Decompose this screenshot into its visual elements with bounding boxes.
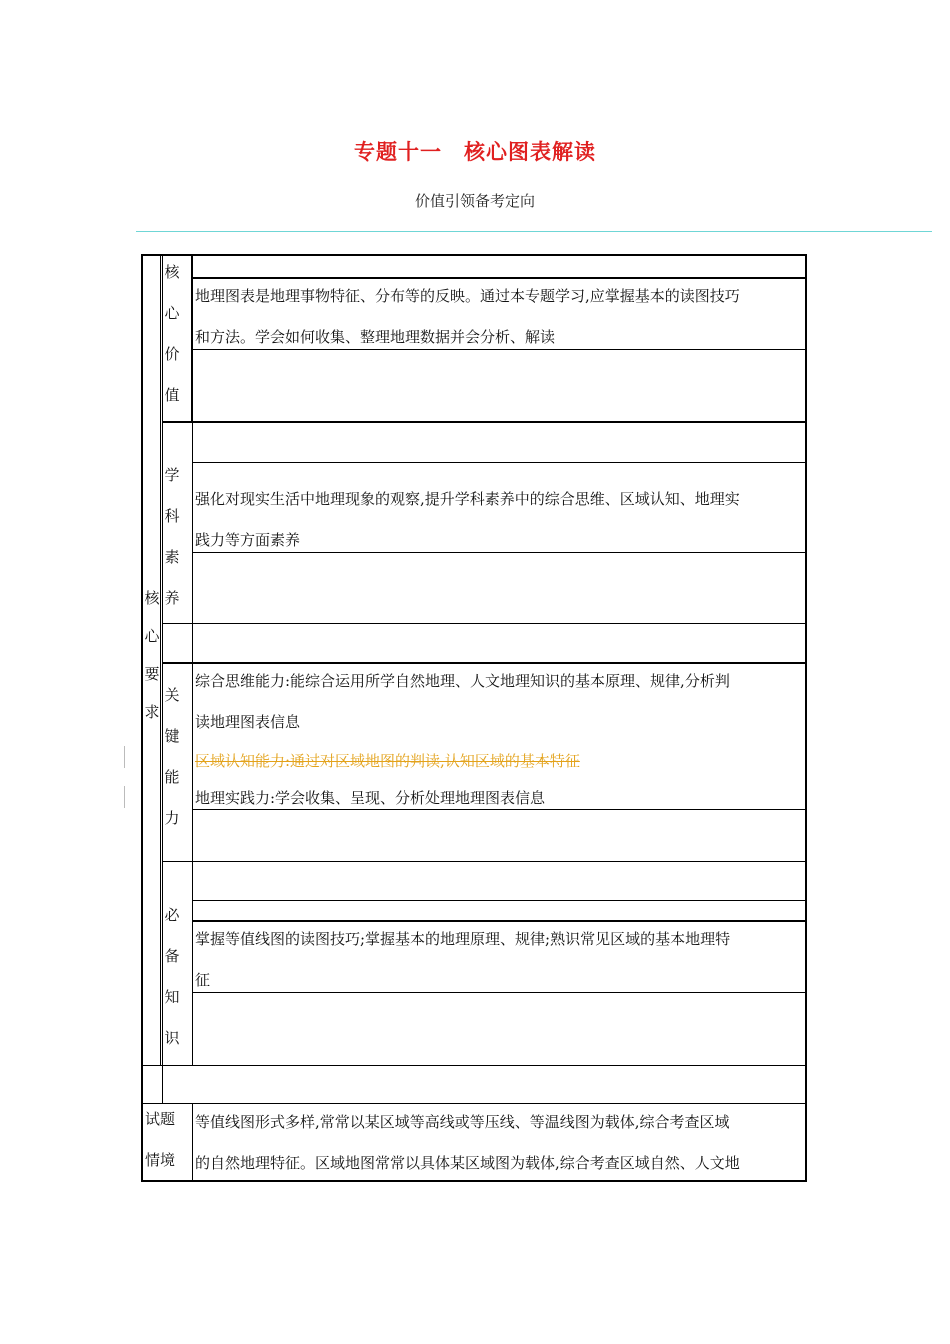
table-line (192, 1103, 193, 1182)
page-subtitle: 价值引领备考定向 (414, 192, 535, 210)
section-text-discipline-literacy: 强化对现实生活中地理现象的观察,提升学科素养中的综合思维、区域认知、地理实 践力等方面素养 (195, 490, 740, 549)
table-line (192, 423, 193, 1065)
page-title: 专题十一 核心图表解读 (354, 140, 596, 164)
table-line (192, 462, 807, 463)
scenario-label: 试题 情境 (145, 1110, 176, 1169)
requirements-table (141, 254, 807, 1182)
section-text-core-value: 地理图表是地理事物特征、分布等的反映。通过本专题学习,应掌握基本的读图技巧 和方法。学会如何收集、整理地理数据并会分析、解读 (195, 287, 740, 346)
table-line (162, 623, 807, 624)
scenario-text: 等值线图形式多样,常常以某区域等高线或等压线、等温线图为载体,综合考查区域 的自然地理特征。区域地图常常以具体某区域图为载体,综合考查区域自然、人文地 (195, 1113, 740, 1172)
section-text-key-ability: 综合思维能力:能综合运用所学自然地理、人文地理知识的基本原理、规律,分析判 读地理图表信息 区域认知能力:通过对区域地图的判读,认知区域的基本特征 地理实践力:学会收集、呈现、分析处理地理图表信息 (195, 672, 730, 807)
header-divider (136, 231, 932, 232)
section-label-key-ability: 关 键 能 力 (164, 686, 180, 827)
table-line (162, 861, 807, 862)
section-label-core-value: 核 心 价 值 (164, 263, 180, 404)
margin-mark (124, 746, 125, 768)
table-line (143, 1065, 807, 1066)
table-line (191, 256, 193, 423)
table-line (162, 1065, 163, 1103)
section-label-discipline-literacy: 学 科 素 养 (164, 466, 180, 607)
section-text-essential-knowledge: 掌握等值线图的读图技巧;掌握基本的地理原理、规律;熟识常见区域的基本地理特 征 (195, 930, 731, 989)
table-line (162, 421, 807, 423)
struck-text: 区域认知能力:通过对区域地图的判读,认知区域的基本特征 (195, 752, 580, 770)
margin-mark (124, 786, 125, 808)
outer-label: 核 心 要 求 (144, 589, 160, 721)
section-label-essential-knowledge: 必 备 知 识 (164, 906, 180, 1047)
table-line (192, 900, 807, 901)
